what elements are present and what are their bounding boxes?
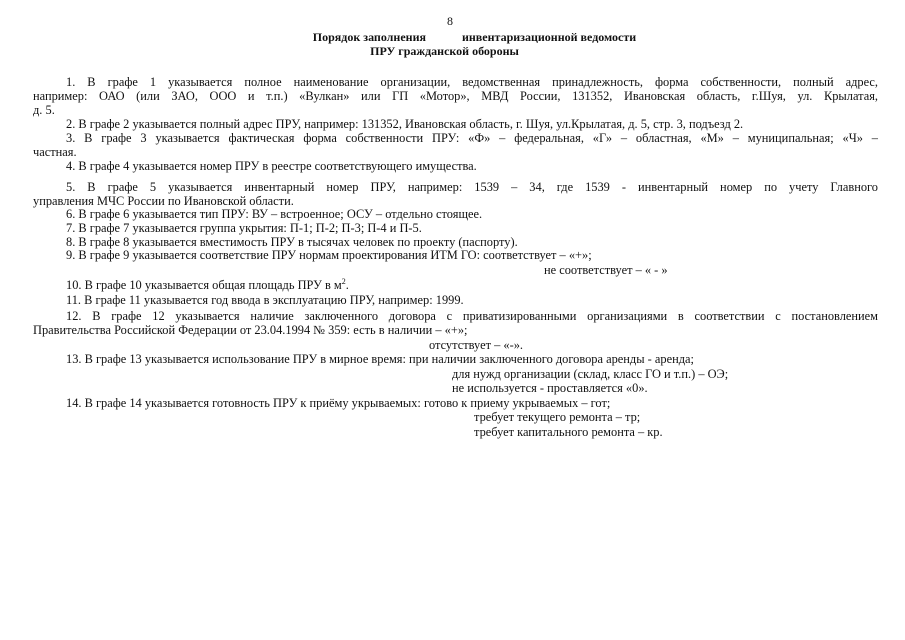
item-1-line-1: 1. В графе 1 указывается полное наименование организации, ведомственная принадлежность, форма собственности, полный адрес, [66, 75, 878, 89]
item-12-line-3: отсутствует – «-». [429, 338, 523, 352]
page-number: 8 [447, 14, 453, 28]
item-9-line-2: не соответствует – « - » [544, 263, 668, 277]
item-6: 6. В графе 6 указывается тип ПРУ: ВУ – встроенное; ОСУ – отдельно стоящее. [66, 207, 483, 221]
item-14-line-3: требует капитального ремонта – кр. [474, 425, 663, 439]
item-13-line-2: для нужд организации (склад, класс ГО и т.п.) – ОЭ; [452, 367, 729, 381]
item-13-line-3: не используется - проставляется «0». [452, 381, 648, 395]
item-1-line-2: например: ОАО (или ЗАО, ООО и т.п.) «Вулкан» или ГП «Мотор», МВД России, 131352, Ивановская область, г.Шуя, ул. Крылатая, [33, 89, 878, 103]
item-10 [66, 278, 349, 292]
item-10-text: 10. В графе 10 указывается общая площадь ПРУ в м [66, 278, 342, 292]
item-3-line-2: частная. [33, 145, 77, 159]
item-8: 8. В графе 8 указывается вместимость ПРУ в тысячах человек по проекту (паспорту). [66, 235, 518, 249]
item-14-line-1: 14. В графе 14 указывается готовность ПРУ к приёму укрываемых: готово к приему укрываемых – гот; [66, 396, 611, 410]
item-5-line-2: управления МЧС России по Ивановской области. [33, 194, 294, 208]
item-12-line-2: Правительства Российской Федерации от 23.04.1994 № 359: есть в наличии – «+»; [33, 323, 468, 337]
item-3-line-1: 3. В графе 3 указывается фактическая форма собственности ПРУ: «Ф» – федеральная, «Г» – областная, «М» – муниципальная; «Ч» – [66, 131, 878, 145]
document-title-line-2: ПРУ гражданской обороны [370, 44, 519, 58]
item-11: 11. В графе 11 указывается год ввода в эксплуатацию ПРУ, например: 1999. [66, 293, 464, 307]
item-4: 4. В графе 4 указывается номер ПРУ в реестре соответствующего имущества. [66, 159, 477, 173]
item-14-line-2: требует текущего ремонта – тр; [474, 410, 641, 424]
item-12-line-1: 12. В графе 12 указывается наличие заключенного договора с приватизированными организациями в соответствии с постановлением [66, 309, 878, 323]
item-7: 7. В графе 7 указывается группа укрытия: П-1; П-2; П-3; П-4 и П-5. [66, 221, 422, 235]
item-2: 2. В графе 2 указывается полный адрес ПРУ, например: 131352, Ивановская область, г. Шуя, ул.Крылатая, д. 5, стр. 3, подъезд 2. [66, 117, 744, 131]
item-1-line-3: д. 5. [33, 103, 55, 117]
document-title-line-1: Порядок заполнения инвентаризационной ведомости [312, 30, 637, 44]
item-5-line-1: 5. В графе 5 указывается инвентарный номер ПРУ, например: 1539 – 34, где 1539 - инвентарный номер по учету Главного [66, 180, 878, 194]
item-13-line-1: 13. В графе 13 указывается использование ПРУ в мирное время: при наличии заключенного договора аренды - аренда; [66, 352, 694, 366]
item-10-superscript: 2 [341, 277, 346, 286]
item-10-end: . [345, 278, 349, 292]
item-9-line-1: 9. В графе 9 указывается соответствие ПРУ нормам проектирования ИТМ ГО: соответствует – «+»; [66, 248, 592, 262]
